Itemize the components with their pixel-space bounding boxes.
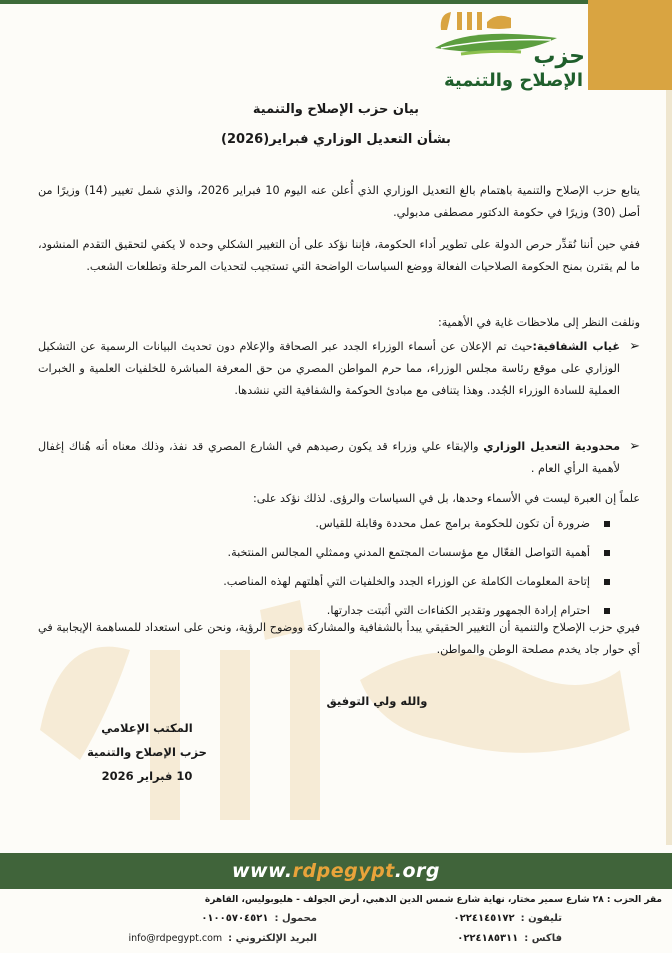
top-green-bar bbox=[0, 0, 588, 4]
mobile-value: ٠١٠٠٥٧٠٤٥٢١ bbox=[201, 913, 269, 924]
signature-party: حزب الإصلاح والتنمية bbox=[87, 745, 207, 759]
arrow-bullet-icon: ➢ bbox=[629, 439, 640, 454]
conclusion-paragraph: فيري حزب الإصلاح والتنمية أن التغيير الحقيقي يبدأ بالشفافية والمشاركة ووضوح الرؤية، ونحن على استعداد للمساهمة الإيجابية في أي حوار جاد يخدم مصلحة الوطن والمواطن. bbox=[38, 621, 640, 656]
footer-fax bbox=[457, 933, 562, 944]
list-item-text: إتاحة المعلومات الكاملة عن الوزراء الجدد والخلفيات التي أهلتهم لهذه المناصب. bbox=[223, 575, 590, 588]
footer-email bbox=[128, 933, 317, 944]
list-item-text: أهمية التواصل الفعّال مع مؤسسات المجتمع المدني وممثلي المجالس المنتخبة. bbox=[227, 546, 590, 559]
list-item bbox=[38, 513, 640, 542]
statement-title: بيان حزب الإصلاح والتنمية bbox=[252, 102, 420, 117]
list-item bbox=[38, 542, 640, 571]
logo-text-name: الإصلاح والتنمية bbox=[443, 70, 583, 91]
observation-text bbox=[38, 336, 620, 402]
right-edge-strip bbox=[666, 90, 672, 845]
url-domain: rdpegypt bbox=[292, 860, 395, 882]
observations-lead: ونلفت النظر إلى ملاحظات غاية في الأهمية: bbox=[437, 316, 640, 329]
observation-item bbox=[38, 336, 640, 402]
observation-body: حيث تم الإعلان عن أسماء الوزراء الجدد عبر الصحافة والإعلام دون تحديث البيانات الرسمية عن التشكيل الوزاري على موقع رئاسة مجلس الوزراء، مما حرم المواطن المصري من حق المعرفة المباشرة للخلفيات العلمية و الخبرات العملية للسادة الوزراء الجُدد. وهذا يتنافى مع مبادئ الحوكمة والشفافية التي ننشدها. bbox=[38, 340, 620, 397]
square-bullet-icon bbox=[604, 579, 610, 585]
list-item-text: احترام إرادة الجمهور وتقدير الكفاءات التي أثبتت جدارتها. bbox=[326, 604, 590, 617]
mobile-label: محمول : bbox=[274, 913, 317, 924]
signature-date: 10 فبراير 2026 bbox=[101, 769, 193, 783]
fax-label: فاكس : bbox=[524, 933, 562, 944]
observation-item bbox=[38, 436, 640, 480]
observation-body: والإبقاء علي وزراء قد يكون رصيدهم في الشارع المصري قد نفذ، وذلك معناه أنه هُناك إغفال لأهمية الرأي العام . bbox=[38, 440, 620, 475]
recommendations-list bbox=[38, 513, 640, 629]
signature-block bbox=[82, 716, 212, 788]
footer-phone bbox=[454, 913, 562, 924]
footer-website-link[interactable] bbox=[0, 853, 672, 889]
fax-value: ٠٢٢٤١٨٥٣١١ bbox=[457, 933, 519, 944]
recommendations-lead: علماً إن العبرة ليست في الأسماء وحدها، بل في السياسات والرؤى. لذلك نؤكد على: bbox=[252, 492, 640, 505]
square-bullet-icon bbox=[604, 608, 610, 614]
party-logo bbox=[425, 6, 585, 98]
email-link[interactable]: info@rdpegypt.com bbox=[128, 933, 223, 944]
list-item-text: ضرورة أن تكون للحكومة برامج عمل محددة وقابلة للقياس. bbox=[315, 517, 590, 530]
second-paragraph: ففي حين أننا نُقدِّر حرص الدولة على تطوير أداء الحكومة، فإننا نؤكد على أن التغيير الشكلي وحده لا يكفي لتحقيق التقدم المنشود، ما لم يقترن بمنح الحكومة الصلاحيات الفعالة ووضع السياسات الواضحة التي تستجيب لتحديات المرحلة وتطلعات الشعب. bbox=[38, 238, 640, 273]
gold-corner-block bbox=[588, 0, 672, 90]
closing-blessing: والله ولي التوفيق bbox=[326, 694, 428, 708]
signature-office: المكتب الإعلامي bbox=[101, 721, 193, 735]
square-bullet-icon bbox=[604, 550, 610, 556]
phone-label: تليفون : bbox=[520, 913, 562, 924]
phone-value: ٠٢٢٤١٤٥١٧٢ bbox=[453, 913, 515, 924]
square-bullet-icon bbox=[604, 521, 610, 527]
arrow-bullet-icon: ➢ bbox=[629, 339, 640, 354]
observation-heading: غياب الشفافية: bbox=[532, 340, 620, 353]
intro-paragraph: يتابع حزب الإصلاح والتنمية باهتمام بالغ التعديل الوزاري الذي أُعلن عنه اليوم 10 فبراير 2026، والذي شمل تغيير (14) وزيرًا من أصل (30) وزيرًا في حكومة الدكتور مصطفى مدبولي. bbox=[38, 184, 640, 219]
logo-text-party: حزب bbox=[533, 44, 585, 69]
observation-heading: محدودية التعديل الوزاري bbox=[483, 440, 621, 453]
footer-address: مقر الحزب : ٢٨ شارع سمير مختار، نهاية شارع شمس الدين الذهبي، أرض الجولف - هليوبوليس، القاهرة bbox=[204, 895, 662, 905]
list-item bbox=[38, 571, 640, 600]
footer-mobile bbox=[201, 913, 317, 924]
observation-text bbox=[38, 436, 620, 480]
url-suffix: .org bbox=[394, 860, 441, 882]
url-prefix: www. bbox=[231, 860, 293, 882]
email-label: البريد الإلكتروني : bbox=[228, 933, 317, 944]
statement-subtitle: بشأن التعديل الوزاري فبراير(2026) bbox=[221, 132, 451, 147]
